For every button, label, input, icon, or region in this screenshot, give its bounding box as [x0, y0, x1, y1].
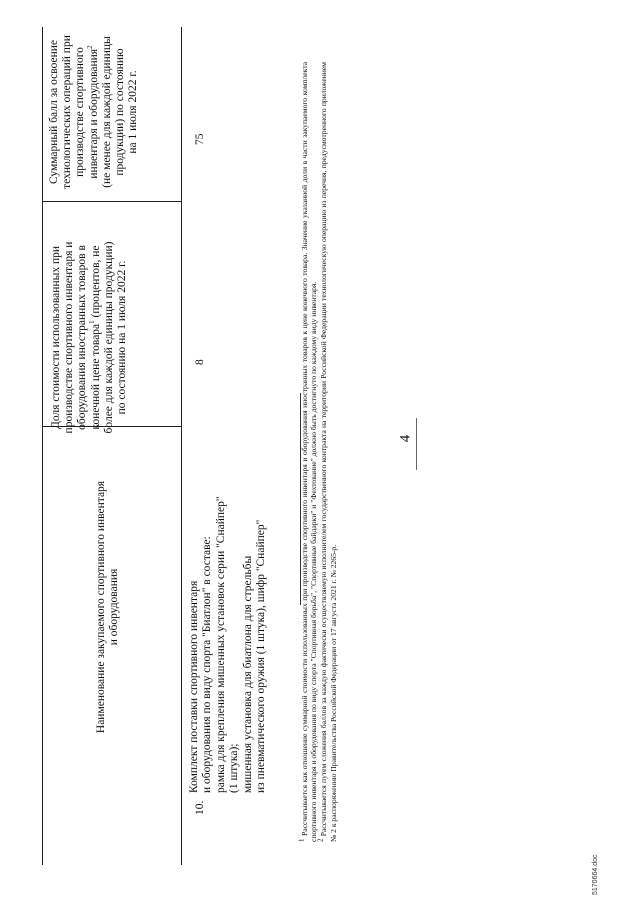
header-foreign-share — [50, 210, 129, 465]
header-foreign-share-main: Доля стоимости использованных при производстве спортивного инвентаря и оборудования иностранных товаров в конечной цене товара — [50, 241, 102, 434]
footnote-2 — [316, 62, 338, 842]
header-technology-score-tail: (не менее для каждой единицы продукции) по состоянию на 1 июля 2022 г. — [100, 36, 140, 188]
header-technology-score — [48, 27, 140, 197]
footnotes — [297, 62, 339, 842]
table-top-border — [42, 27, 43, 865]
footnote-1-text: Рассчитывается как отношение суммарной стоимости использованных при производстве спортивного инвентаря и оборудования иностранных товаров к цене конечного товара. Значение указанной доли в части закупаемого комплекта спортивного инвентаря и оборудования по виду спорта "Спортивная борьба", "Спортивные байдарки" и "Фехтование" должно быть достигнуто по каждому виду инвентаря. — [300, 62, 319, 842]
header-foreign-share-tail: (процентов, не более для каждой единицы продукции) по состоянию на 1 июля 2022 г. — [89, 241, 129, 434]
row-foreign-share-value: 8 — [194, 359, 206, 365]
footnote-1-mark: 1 — [297, 838, 306, 842]
footnote-2-mark: 2 — [316, 838, 325, 842]
column-divider-2 — [42, 201, 181, 202]
document-file-id: 5170664.doc — [592, 854, 599, 895]
table-header-divider — [181, 27, 182, 865]
footnote-mark-1: 1 — [87, 320, 96, 324]
row-description: Комплект поставки спортивного инвентаря и оборудования по виду спорта "Биатлон" в составе: рамка для крепления мишенных установок серии "Снайпер" (1 штука); мишенная установка для биатлона для стрельбы из пневматического оружия (1 штука), шифр "Снайпер" — [188, 496, 268, 793]
footnote-mark-2: 2 — [85, 45, 94, 49]
short-divider — [416, 418, 417, 470]
header-equipment-name: Наименование закупаемого спортивного инвентаря и оборудования — [95, 480, 121, 734]
header-technology-score-main: Суммарный балл за освоение технологических операций при производстве спортивного инвентаря и оборудования — [48, 35, 100, 189]
footnote-2-text: Рассчитывается путем сложения баллов за каждую фактически осуществляемую исполнителем государственного контракта на территории Российской Федерации технологическую операцию из перечня, предусмотренного приложением № 2 к распоряжению Правительства Российской Федерации от 17 августа 2021 г. № 2265-р. — [319, 62, 338, 842]
page-number: 4 — [397, 434, 414, 443]
footnote-1 — [297, 62, 319, 842]
row-number: 10. — [194, 800, 206, 815]
row-technology-score-value: 75 — [194, 133, 206, 145]
